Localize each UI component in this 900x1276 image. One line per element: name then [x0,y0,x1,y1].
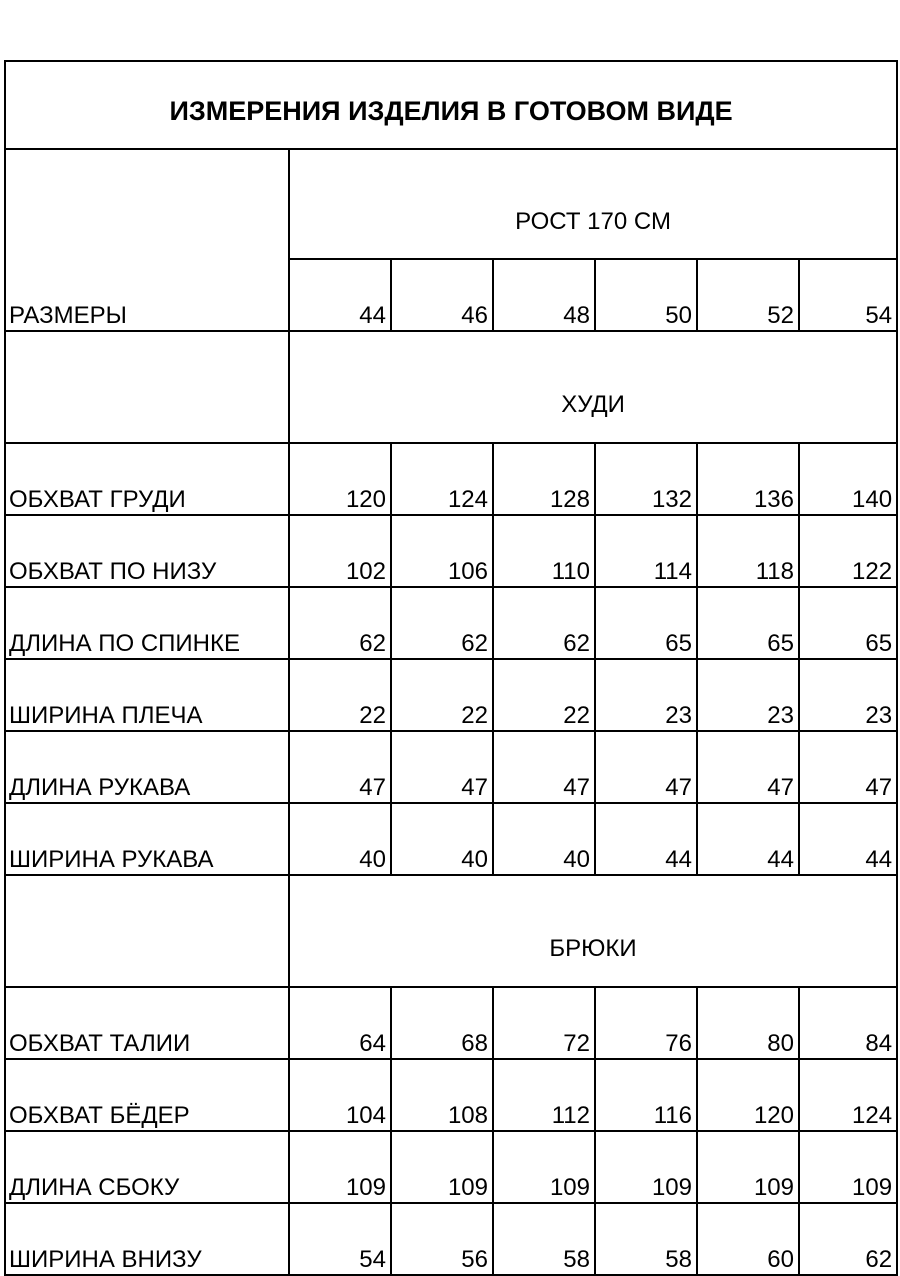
measurement-value: 56 [391,1203,493,1275]
sizes-label: РАЗМЕРЫ [5,149,289,331]
measurement-value: 54 [289,1203,391,1275]
measurement-value: 102 [289,515,391,587]
measurement-value: 112 [493,1059,595,1131]
measurement-value: 122 [799,515,897,587]
size-cell: 46 [391,259,493,331]
size-cell: 54 [799,259,897,331]
height-label: РОСТ 170 СМ [289,149,897,259]
table-body [5,61,897,1275]
measurement-value: 47 [493,731,595,803]
measurement-value: 47 [799,731,897,803]
measurement-value: 108 [391,1059,493,1131]
measurement-value: 60 [697,1203,799,1275]
measurement-value: 40 [493,803,595,875]
measurement-value: 44 [799,803,897,875]
title-row [5,61,897,149]
measurement-value: 109 [493,1131,595,1203]
measurement-value: 65 [595,587,697,659]
measurement-value: 58 [595,1203,697,1275]
measurement-label: ДЛИНА РУКАВА [5,731,289,803]
measurement-value: 47 [697,731,799,803]
table-row [5,803,897,875]
measurement-value: 136 [697,443,799,515]
measurement-value: 44 [697,803,799,875]
measurement-value: 109 [595,1131,697,1203]
measurement-value: 109 [697,1131,799,1203]
measurement-value: 65 [799,587,897,659]
table-row [5,515,897,587]
section-spacer-cell [5,875,289,987]
measurement-value: 47 [289,731,391,803]
measurement-value: 140 [799,443,897,515]
measurement-value: 62 [289,587,391,659]
measurement-value: 106 [391,515,493,587]
measurement-value: 128 [493,443,595,515]
measurement-value: 62 [391,587,493,659]
section-spacer-cell [5,331,289,443]
section-title: ХУДИ [289,331,897,443]
measurement-value: 132 [595,443,697,515]
measurement-value: 109 [289,1131,391,1203]
table-row [5,587,897,659]
measurement-label: ОБХВАТ ТАЛИИ [5,987,289,1059]
measurement-value: 124 [799,1059,897,1131]
measurement-value: 62 [799,1203,897,1275]
measurement-value: 109 [391,1131,493,1203]
measurement-value: 109 [799,1131,897,1203]
measurement-value: 22 [493,659,595,731]
measurement-value: 62 [493,587,595,659]
table-row [5,1131,897,1203]
measurement-value: 114 [595,515,697,587]
measurement-value: 65 [697,587,799,659]
measurement-value: 22 [391,659,493,731]
measurement-label: ОБХВАТ БЁДЕР [5,1059,289,1131]
measurement-value: 118 [697,515,799,587]
measurement-label: ОБХВАТ ГРУДИ [5,443,289,515]
measurement-value: 80 [697,987,799,1059]
measurement-value: 76 [595,987,697,1059]
measurement-value: 23 [799,659,897,731]
section-header-row [5,875,897,987]
table-row [5,1203,897,1275]
measurement-label: ДЛИНА ПО СПИНКЕ [5,587,289,659]
table-row [5,731,897,803]
section-header-row [5,331,897,443]
measurement-value: 72 [493,987,595,1059]
height-row [5,149,897,259]
measurement-value: 23 [595,659,697,731]
table-row [5,987,897,1059]
measurement-label: ШИРИНА ПЛЕЧА [5,659,289,731]
table-row [5,659,897,731]
table-row [5,1059,897,1131]
size-chart-table [4,60,898,1276]
measurement-value: 120 [697,1059,799,1131]
measurement-label: ДЛИНА СБОКУ [5,1131,289,1203]
table-row [5,443,897,515]
measurement-value: 84 [799,987,897,1059]
measurement-value: 44 [595,803,697,875]
size-cell: 48 [493,259,595,331]
measurement-label: ОБХВАТ ПО НИЗУ [5,515,289,587]
size-cell: 50 [595,259,697,331]
measurement-value: 68 [391,987,493,1059]
section-title: БРЮКИ [289,875,897,987]
measurement-value: 23 [697,659,799,731]
measurement-value: 124 [391,443,493,515]
measurement-value: 47 [595,731,697,803]
measurement-label: ШИРИНА РУКАВА [5,803,289,875]
measurement-value: 40 [391,803,493,875]
table-title: ИЗМЕРЕНИЯ ИЗДЕЛИЯ В ГОТОВОМ ВИДЕ [5,61,897,149]
measurement-value: 22 [289,659,391,731]
measurement-value: 116 [595,1059,697,1131]
measurement-value: 64 [289,987,391,1059]
measurement-value: 40 [289,803,391,875]
size-cell: 52 [697,259,799,331]
measurement-label: ШИРИНА ВНИЗУ [5,1203,289,1275]
measurement-value: 110 [493,515,595,587]
measurement-value: 104 [289,1059,391,1131]
measurement-value: 58 [493,1203,595,1275]
measurement-value: 120 [289,443,391,515]
measurement-value: 47 [391,731,493,803]
size-cell: 44 [289,259,391,331]
